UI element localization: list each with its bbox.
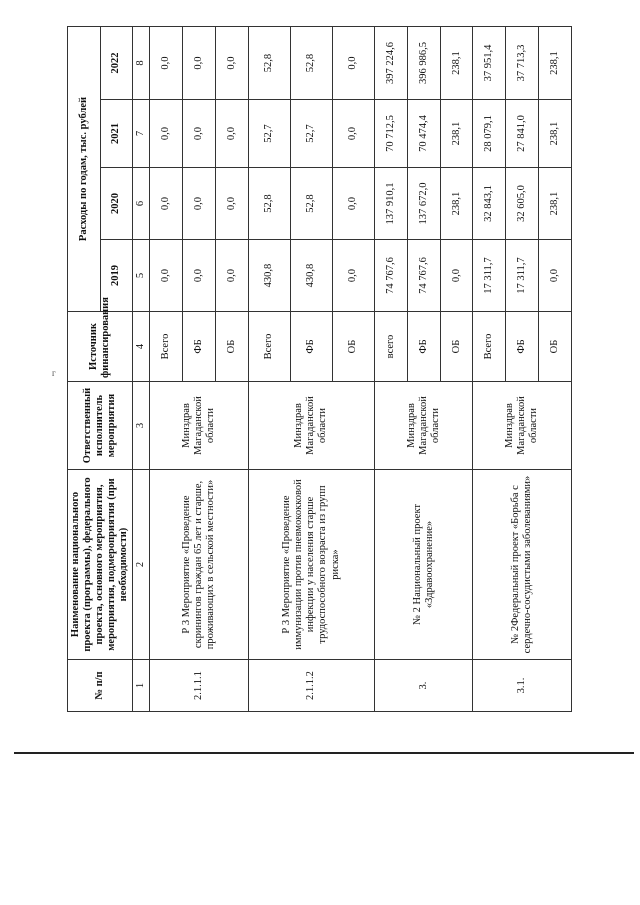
source-cell: ФБ — [407, 312, 440, 382]
value-cell: 0,0 — [216, 240, 249, 312]
value-cell: 0,0 — [216, 168, 249, 240]
value-cell: 397 224,6 — [374, 26, 407, 99]
table-row — [150, 26, 183, 711]
value-cell: 52,7 — [249, 100, 291, 168]
value-cell: 396 986,5 — [407, 26, 440, 99]
year-header: 2022 — [100, 26, 133, 99]
value-cell: 70 474,4 — [407, 100, 440, 168]
row-executor: Минздрав Магаданской области — [249, 382, 375, 470]
header-row — [68, 26, 101, 711]
value-cell: 0,0 — [332, 26, 374, 99]
table-row — [249, 26, 291, 711]
stray-mark: г — [52, 368, 56, 378]
source-cell: ОБ — [440, 312, 473, 382]
row-name: № 2 Национальный проект «Здравоохранение» — [374, 470, 473, 660]
row-number: 3. — [374, 660, 473, 712]
row-name: Р 3 Мероприятие «Проведение иммунизации против пневмококковой инфекции у населения старше трудоспособного возраста из групп риска» — [249, 470, 375, 660]
source-cell: ФБ — [183, 312, 216, 382]
value-cell: 28 079,1 — [473, 100, 506, 168]
source-cell: ФБ — [290, 312, 332, 382]
expenses-table — [67, 26, 572, 712]
horizontal-rule — [14, 752, 634, 754]
row-number: 3.1. — [473, 660, 572, 712]
row-executor: Минздрав Магаданской области — [473, 382, 572, 470]
value-cell: 37 713,3 — [506, 26, 539, 99]
table-row — [473, 26, 506, 711]
value-cell: 27 841,0 — [506, 100, 539, 168]
source-cell: Всего — [249, 312, 291, 382]
source-cell: ОБ — [539, 312, 572, 382]
col-source-header: Источник финансирования — [68, 312, 133, 382]
value-cell: 238,1 — [440, 26, 473, 99]
value-cell: 0,0 — [539, 240, 572, 312]
source-cell: Всего — [150, 312, 183, 382]
value-cell: 0,0 — [440, 240, 473, 312]
value-cell: 52,8 — [249, 168, 291, 240]
value-cell: 0,0 — [216, 26, 249, 99]
col-number: 8 — [133, 26, 150, 99]
value-cell: 52,7 — [290, 100, 332, 168]
value-cell: 137 910,1 — [374, 168, 407, 240]
value-cell: 430,8 — [249, 240, 291, 312]
row-executor: Минздрав Магаданской области — [374, 382, 473, 470]
col-number: 5 — [133, 240, 150, 312]
col-num-header: № п/п — [68, 660, 133, 712]
value-cell: 0,0 — [150, 26, 183, 99]
row-executor: Минздрав Магаданской области — [150, 382, 249, 470]
value-cell: 70 712,5 — [374, 100, 407, 168]
value-cell: 52,8 — [290, 168, 332, 240]
value-cell: 0,0 — [183, 26, 216, 99]
value-cell: 17 311,7 — [506, 240, 539, 312]
value-cell: 137 672,0 — [407, 168, 440, 240]
source-cell: Всего — [473, 312, 506, 382]
source-cell: ФБ — [506, 312, 539, 382]
value-cell: 238,1 — [440, 168, 473, 240]
value-cell: 0,0 — [150, 240, 183, 312]
source-cell: ОБ — [216, 312, 249, 382]
row-name: Р 3 Мероприятие «Проведение скринингов граждан 65 лет и старше, проживающих в сельской местности» — [150, 470, 249, 660]
col-exec-header: Ответственный исполнитель мероприятия — [68, 382, 133, 470]
year-header: 2021 — [100, 100, 133, 168]
col-name-header: Наименование национального проекта (программы), федерального проекта, основного мероприятия, мероприятия, подмероприятия (при необходимости) — [68, 470, 133, 660]
row-number: 2.1.1.1 — [150, 660, 249, 712]
row-name: № 2Федеральный проект «Борьба с сердечно-сосудистыми заболеваниями» — [473, 470, 572, 660]
column-numbers-row — [133, 26, 150, 711]
value-cell: 0,0 — [332, 100, 374, 168]
year-header: 2020 — [100, 168, 133, 240]
value-cell: 430,8 — [290, 240, 332, 312]
value-cell: 238,1 — [539, 168, 572, 240]
value-cell: 0,0 — [150, 168, 183, 240]
value-cell: 0,0 — [183, 100, 216, 168]
value-cell: 0,0 — [183, 168, 216, 240]
col-number: 2 — [133, 470, 150, 660]
value-cell: 32 605,0 — [506, 168, 539, 240]
value-cell: 52,8 — [249, 26, 291, 99]
value-cell: 0,0 — [216, 100, 249, 168]
value-cell: 37 951,4 — [473, 26, 506, 99]
col-number: 3 — [133, 382, 150, 470]
year-header: 2019 — [100, 240, 133, 312]
col-number: 1 — [133, 660, 150, 712]
source-cell: всего — [374, 312, 407, 382]
value-cell: 238,1 — [440, 100, 473, 168]
col-expenses-header: Расходы по годам, тыс. рублей — [68, 26, 101, 311]
value-cell: 0,0 — [332, 240, 374, 312]
source-cell: ОБ — [332, 312, 374, 382]
col-number: 4 — [133, 312, 150, 382]
value-cell: 0,0 — [150, 100, 183, 168]
row-number: 2.1.1.2 — [249, 660, 375, 712]
value-cell: 32 843,1 — [473, 168, 506, 240]
value-cell: 238,1 — [539, 26, 572, 99]
rotated-page-area — [67, 27, 561, 712]
value-cell: 74 767,6 — [374, 240, 407, 312]
col-number: 6 — [133, 168, 150, 240]
value-cell: 0,0 — [183, 240, 216, 312]
value-cell: 52,8 — [290, 26, 332, 99]
value-cell: 17 311,7 — [473, 240, 506, 312]
value-cell: 238,1 — [539, 100, 572, 168]
value-cell: 74 767,6 — [407, 240, 440, 312]
value-cell: 0,0 — [332, 168, 374, 240]
table-row — [374, 26, 407, 711]
col-number: 7 — [133, 100, 150, 168]
